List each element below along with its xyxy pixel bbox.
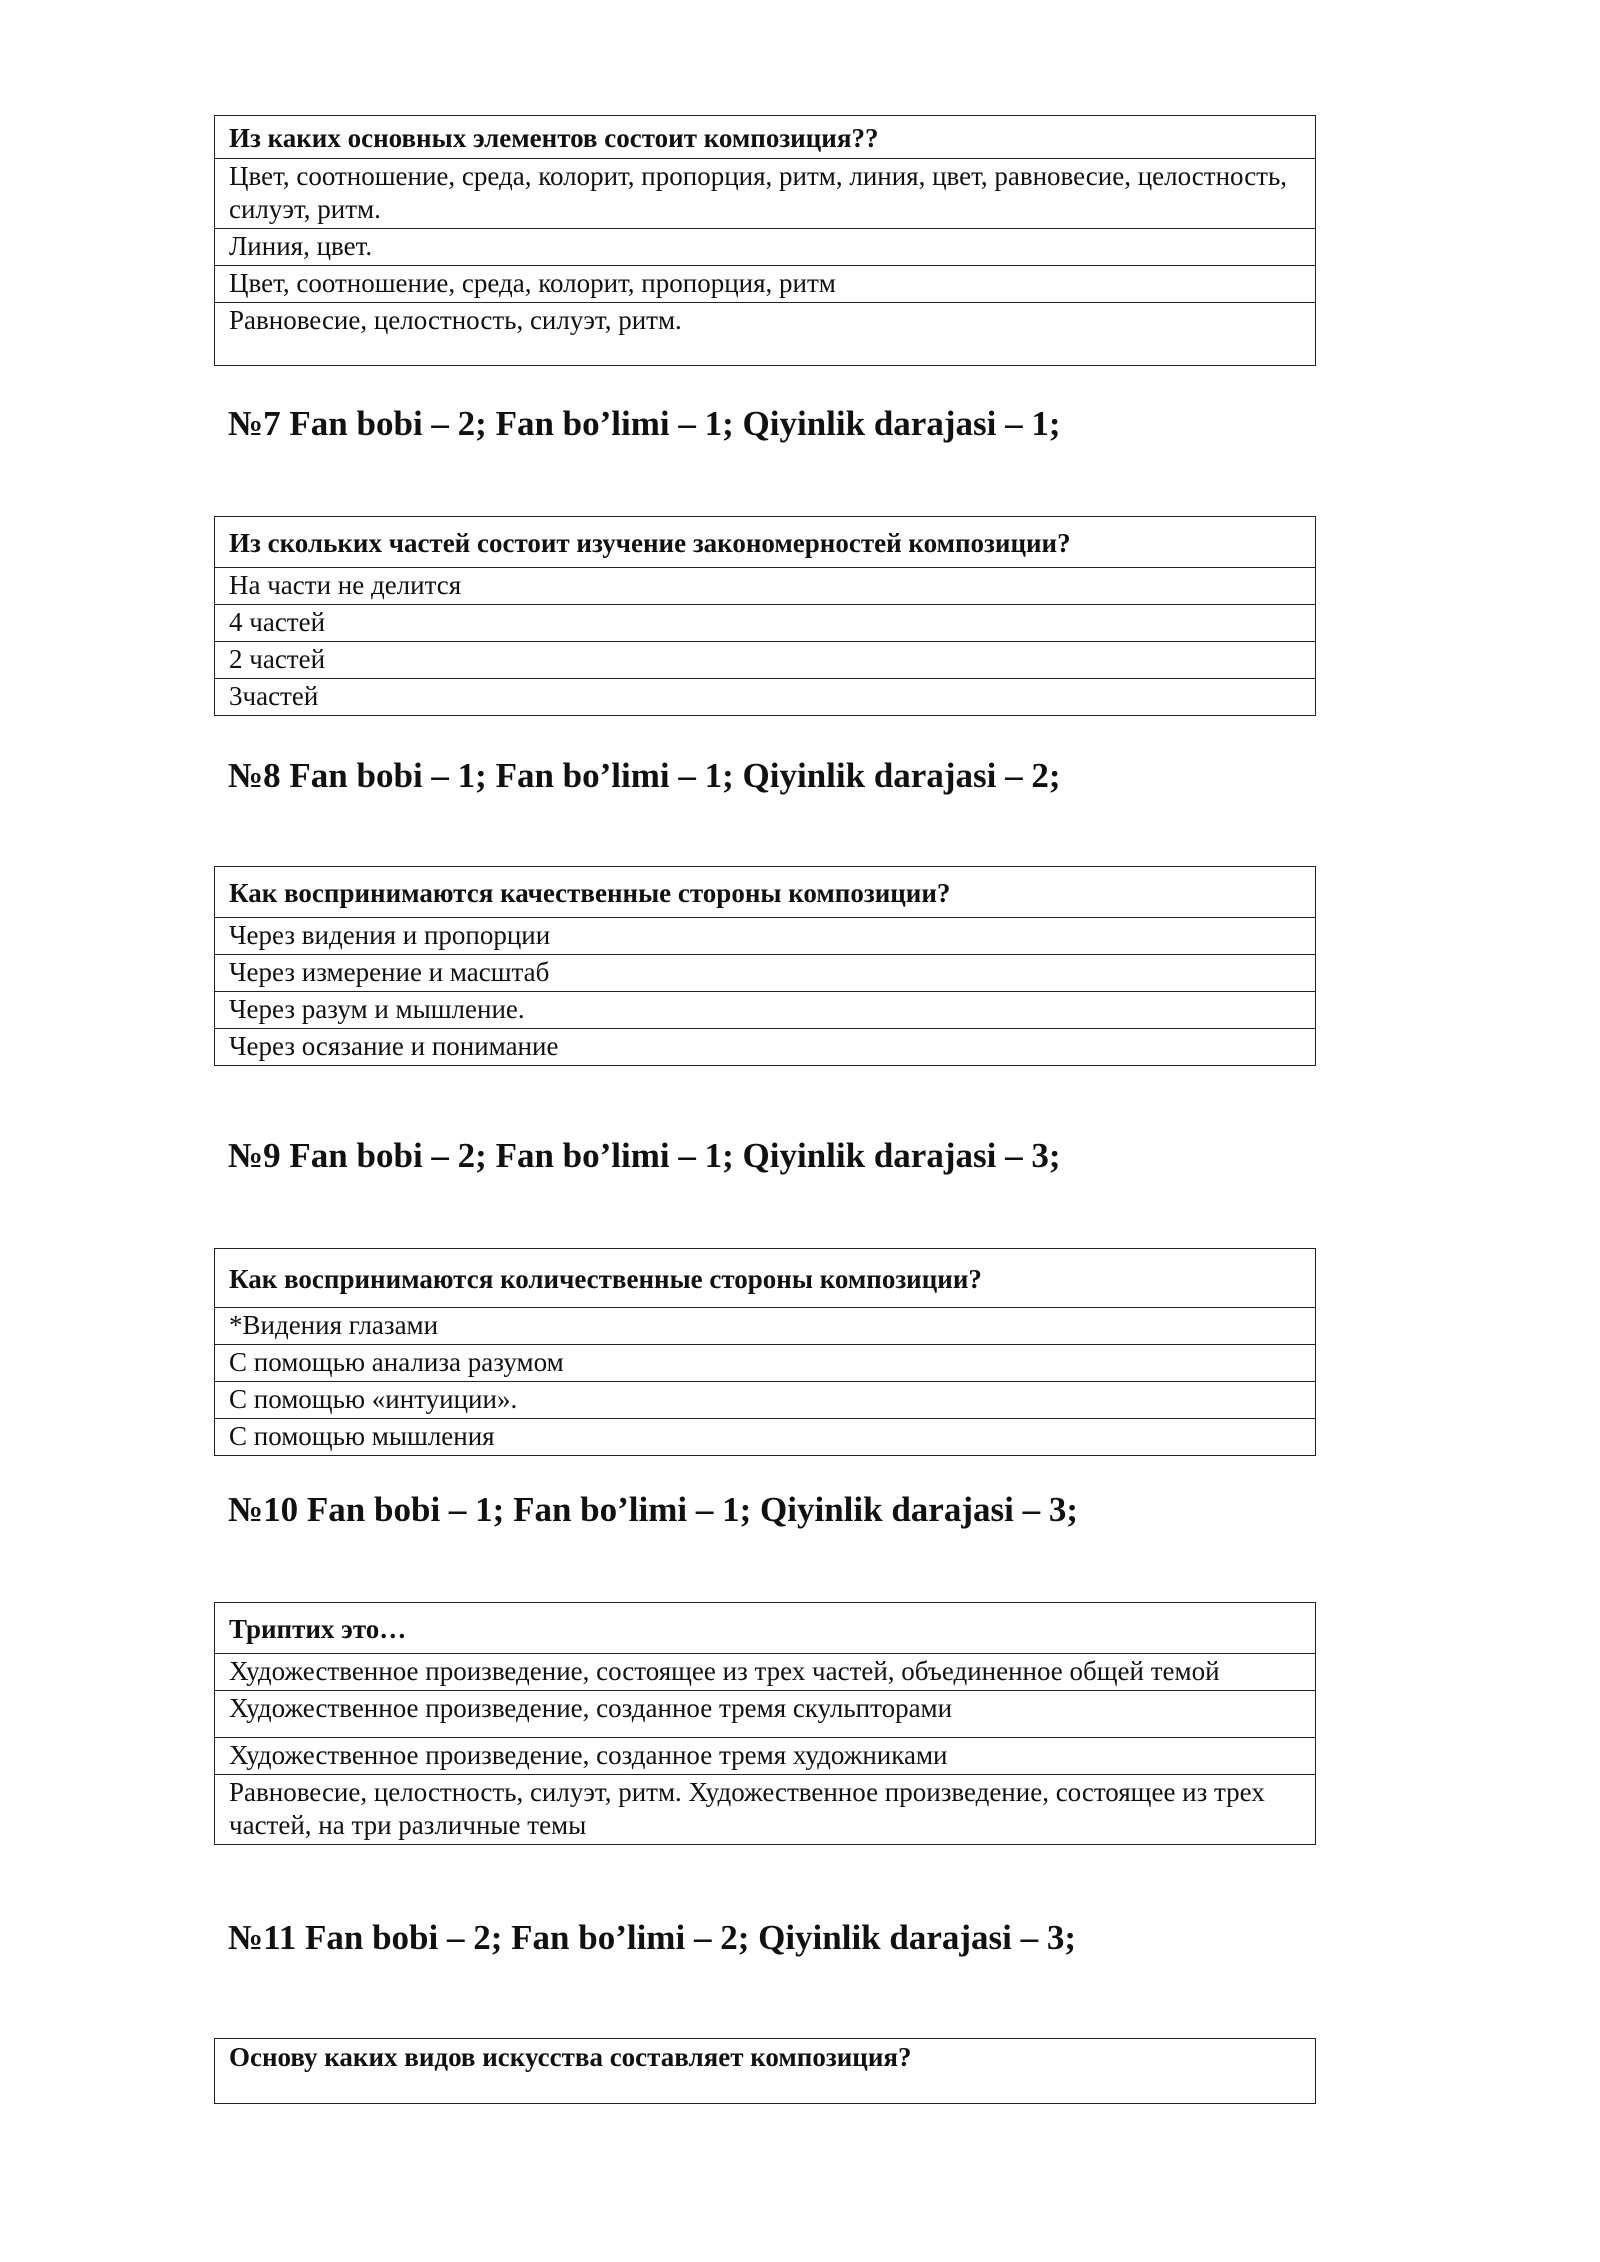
answer-option: Художественное произведение, состоящее из трех частей, объединенное общей темой (215, 1654, 1315, 1691)
answer-option: Художественное произведение, созданное тремя художниками (215, 1738, 1315, 1775)
answer-option: Цвет, соотношение, среда, колорит, пропорция, ритм, линия, цвет, равновесие, целостность, силуэт, ритм. (215, 159, 1315, 229)
answer-option: *Видения глазами (215, 1308, 1315, 1345)
answer-option: Равновесие, целостность, силуэт, ритм. Художественное произведение, состоящее из трех частей, на три различные темы (229, 1777, 1265, 1840)
answer-option: Равновесие, целостность, силуэт, ритм. (229, 305, 682, 335)
answer-option: Цвет, соотношение, среда, колорит, пропорция, ритм (215, 266, 1315, 303)
answer-option: Через видения и пропорции (215, 918, 1315, 955)
question-heading: №8 Fan bobi – 1; Fan bo’limi – 1; Qiyinlik darajasi – 2; (228, 756, 1061, 795)
question-text: Из скольких частей состоит изучение закономерностей композиции? (215, 517, 1315, 568)
question-text: Основу каких видов искусства составляет композиция? (229, 2042, 912, 2072)
question-table (214, 1602, 1316, 1845)
question-text: Как воспринимаются количественные стороны композиции? (215, 1249, 1315, 1308)
question-table (214, 1248, 1316, 1456)
question-heading: №7 Fan bobi – 2; Fan bo’limi – 1; Qiyinlik darajasi – 1; (228, 404, 1061, 443)
question-table (214, 2038, 1316, 2104)
question-table (214, 516, 1316, 716)
question-text: Триптих это… (215, 1603, 1315, 1654)
answer-option: 2 частей (215, 642, 1315, 679)
question-table (214, 866, 1316, 1066)
answer-option: Линия, цвет. (215, 229, 1315, 266)
question-table (214, 115, 1316, 366)
answer-option: С помощью анализа разумом (215, 1345, 1315, 1382)
answer-option: 3частей (229, 681, 319, 711)
answer-option: С помощью мышления (229, 1421, 495, 1451)
question-text: Из каких основных элементов состоит композиция?? (215, 116, 1315, 159)
question-text: Как воспринимаются качественные стороны композиции? (215, 867, 1315, 918)
answer-option: С помощью «интуиции». (215, 1382, 1315, 1419)
answer-option: На части не делится (215, 568, 1315, 605)
answer-option: Через осязание и понимание (229, 1031, 559, 1061)
question-heading: №10 Fan bobi – 1; Fan bo’limi – 1; Qiyinlik darajasi – 3; (228, 1490, 1078, 1529)
answer-option: 4 частей (215, 605, 1315, 642)
answer-option: Через измерение и масштаб (215, 955, 1315, 992)
question-heading: №11 Fan bobi – 2; Fan bo’limi – 2; Qiyinlik darajasi – 3; (228, 1918, 1077, 1957)
question-heading: №9 Fan bobi – 2; Fan bo’limi – 1; Qiyinlik darajasi – 3; (228, 1136, 1061, 1175)
answer-option: Художественное произведение, созданное тремя скульпторами (215, 1691, 1315, 1738)
answer-option: Через разум и мышление. (215, 992, 1315, 1029)
